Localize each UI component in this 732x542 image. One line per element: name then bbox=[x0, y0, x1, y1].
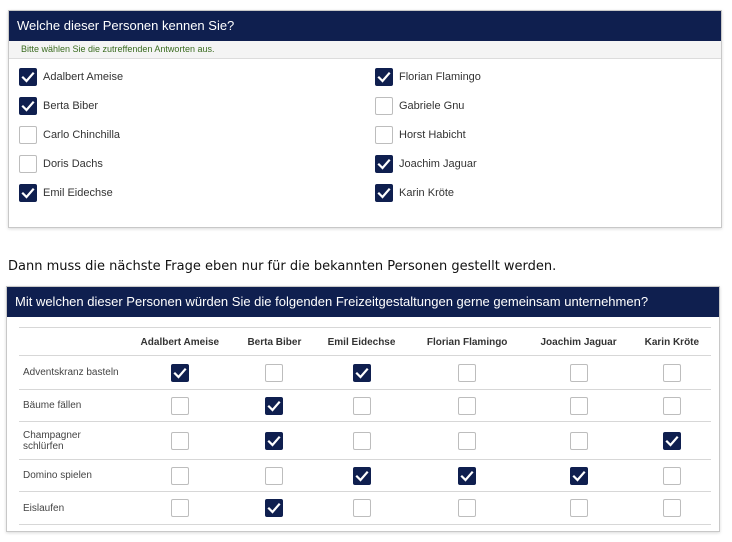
matrix-cell bbox=[410, 356, 524, 390]
option-label: Horst Habicht bbox=[399, 129, 466, 141]
matrix-checkbox[interactable] bbox=[171, 467, 189, 485]
matrix-cell bbox=[124, 356, 236, 390]
option-label: Doris Dachs bbox=[43, 158, 103, 170]
checkmark-icon bbox=[173, 366, 187, 380]
matrix-checkbox[interactable] bbox=[265, 467, 283, 485]
option-checkbox[interactable] bbox=[375, 97, 393, 115]
checkmark-icon bbox=[21, 70, 35, 84]
matrix-cell bbox=[124, 390, 236, 422]
checkmark-icon bbox=[377, 157, 391, 171]
matrix-cell bbox=[410, 390, 524, 422]
matrix-column-header: Adalbert Ameise bbox=[124, 329, 236, 356]
option-label: Berta Biber bbox=[43, 100, 99, 112]
matrix-checkbox[interactable] bbox=[353, 467, 371, 485]
matrix-checkbox[interactable] bbox=[570, 499, 588, 517]
matrix-checkbox[interactable] bbox=[663, 364, 681, 382]
option-label: Adalbert Ameise bbox=[43, 71, 124, 83]
matrix-column-header: Florian Flamingo bbox=[410, 329, 524, 356]
matrix-column-header: Emil Eidechse bbox=[313, 329, 410, 356]
checkmark-icon bbox=[377, 186, 391, 200]
question-title: Welche dieser Personen kennen Sie? bbox=[9, 11, 721, 41]
checkmark-icon bbox=[267, 399, 281, 413]
matrix-cell bbox=[410, 422, 524, 460]
option-item[interactable] bbox=[375, 182, 454, 204]
option-checkbox[interactable] bbox=[19, 68, 37, 86]
matrix-checkbox[interactable] bbox=[171, 432, 189, 450]
matrix-cell bbox=[236, 492, 314, 525]
option-label: Joachim Jaguar bbox=[399, 158, 477, 170]
option-item[interactable] bbox=[19, 95, 98, 117]
matrix-body bbox=[19, 356, 711, 525]
option-item[interactable] bbox=[375, 95, 464, 117]
option-item[interactable] bbox=[375, 153, 477, 175]
matrix-cell bbox=[410, 460, 524, 492]
matrix-checkbox[interactable] bbox=[353, 397, 371, 415]
matrix-checkbox[interactable] bbox=[353, 364, 371, 382]
matrix-cell bbox=[236, 390, 314, 422]
matrix-checkbox[interactable] bbox=[458, 364, 476, 382]
matrix-cell bbox=[524, 422, 632, 460]
matrix-checkbox[interactable] bbox=[663, 499, 681, 517]
option-item[interactable] bbox=[19, 153, 103, 175]
option-item[interactable] bbox=[19, 66, 123, 88]
matrix-checkbox[interactable] bbox=[570, 432, 588, 450]
matrix-checkbox[interactable] bbox=[458, 432, 476, 450]
matrix-cell bbox=[524, 460, 632, 492]
option-label: Florian Flamingo bbox=[399, 71, 481, 83]
option-label: Gabriele Gnu bbox=[399, 100, 465, 112]
explanation-text: Dann muss die nächste Frage eben nur für die bekannten Personen gestellt werden. bbox=[8, 259, 557, 274]
matrix-checkbox[interactable] bbox=[663, 397, 681, 415]
matrix-column-header: Berta Biber bbox=[236, 329, 314, 356]
matrix-cell bbox=[524, 390, 632, 422]
question-title: Mit welchen dieser Personen würden Sie die folgenden Freizeitgestaltungen gerne gemeinsam unternehmen? bbox=[7, 287, 719, 317]
option-item[interactable] bbox=[19, 182, 113, 204]
checkmark-icon bbox=[377, 70, 391, 84]
matrix-checkbox[interactable] bbox=[353, 499, 371, 517]
matrix-checkbox[interactable] bbox=[570, 467, 588, 485]
matrix-cell bbox=[313, 460, 410, 492]
matrix-checkbox[interactable] bbox=[171, 364, 189, 382]
matrix-table bbox=[19, 329, 711, 525]
matrix-cell bbox=[236, 356, 314, 390]
matrix-checkbox[interactable] bbox=[353, 432, 371, 450]
matrix-row-label: Champagner schlürfen bbox=[19, 422, 124, 460]
option-checkbox[interactable] bbox=[19, 97, 37, 115]
matrix-cell bbox=[313, 492, 410, 525]
matrix-corner bbox=[19, 329, 124, 356]
matrix-checkbox[interactable] bbox=[663, 432, 681, 450]
matrix-row-label: Domino spielen bbox=[19, 460, 124, 492]
question-hint: Bitte wählen Sie die zutreffenden Antworten aus. bbox=[9, 41, 721, 59]
table-top-border bbox=[19, 327, 711, 328]
matrix-cell bbox=[633, 390, 711, 422]
checkmark-icon bbox=[21, 186, 35, 200]
matrix-checkbox[interactable] bbox=[458, 397, 476, 415]
matrix-row-label: Bäume fällen bbox=[19, 390, 124, 422]
matrix-checkbox[interactable] bbox=[265, 499, 283, 517]
matrix-column-header: Joachim Jaguar bbox=[524, 329, 632, 356]
option-checkbox[interactable] bbox=[19, 184, 37, 202]
matrix-checkbox[interactable] bbox=[171, 499, 189, 517]
checkmark-icon bbox=[267, 501, 281, 515]
checkmark-icon bbox=[572, 469, 586, 483]
matrix-cell bbox=[236, 422, 314, 460]
matrix-cell bbox=[313, 422, 410, 460]
option-checkbox[interactable] bbox=[375, 68, 393, 86]
matrix-cell bbox=[633, 422, 711, 460]
matrix-column-header: Karin Kröte bbox=[633, 329, 711, 356]
matrix-cell bbox=[633, 492, 711, 525]
matrix-cell bbox=[410, 492, 524, 525]
matrix-checkbox[interactable] bbox=[265, 364, 283, 382]
matrix-header-row bbox=[19, 329, 711, 356]
matrix-cell bbox=[236, 460, 314, 492]
matrix-cell bbox=[633, 356, 711, 390]
matrix-cell bbox=[124, 460, 236, 492]
option-checkbox[interactable] bbox=[375, 126, 393, 144]
option-label: Emil Eidechse bbox=[43, 187, 113, 199]
matrix-row bbox=[19, 356, 711, 390]
matrix-checkbox[interactable] bbox=[458, 467, 476, 485]
checkmark-icon bbox=[267, 434, 281, 448]
matrix-row bbox=[19, 422, 711, 460]
matrix-cell bbox=[313, 390, 410, 422]
matrix-checkbox[interactable] bbox=[458, 499, 476, 517]
checkmark-icon bbox=[355, 469, 369, 483]
matrix-cell bbox=[124, 492, 236, 525]
option-item[interactable] bbox=[375, 66, 481, 88]
option-checkbox[interactable] bbox=[375, 155, 393, 173]
matrix-cell bbox=[124, 422, 236, 460]
matrix-row bbox=[19, 492, 711, 525]
matrix-checkbox[interactable] bbox=[570, 364, 588, 382]
option-checkbox[interactable] bbox=[19, 155, 37, 173]
matrix-checkbox[interactable] bbox=[265, 432, 283, 450]
matrix-row-label: Eislaufen bbox=[19, 492, 124, 525]
matrix-cell bbox=[313, 356, 410, 390]
matrix-row bbox=[19, 460, 711, 492]
matrix-checkbox[interactable] bbox=[171, 397, 189, 415]
matrix-cell bbox=[524, 492, 632, 525]
matrix-row bbox=[19, 390, 711, 422]
checkmark-icon bbox=[355, 366, 369, 380]
option-label: Karin Kröte bbox=[399, 187, 455, 199]
option-checkbox[interactable] bbox=[19, 126, 37, 144]
checkmark-icon bbox=[21, 99, 35, 113]
checkmark-icon bbox=[665, 434, 679, 448]
matrix-cell bbox=[633, 460, 711, 492]
option-item[interactable] bbox=[19, 124, 120, 146]
question-known-persons bbox=[8, 10, 722, 228]
checkmark-icon bbox=[460, 469, 474, 483]
matrix-checkbox[interactable] bbox=[570, 397, 588, 415]
question-leisure-matrix bbox=[6, 286, 720, 532]
matrix-checkbox[interactable] bbox=[663, 467, 681, 485]
option-item[interactable] bbox=[375, 124, 466, 146]
matrix-checkbox[interactable] bbox=[265, 397, 283, 415]
matrix-cell bbox=[524, 356, 632, 390]
option-label: Carlo Chinchilla bbox=[43, 129, 121, 141]
matrix-row-label: Adventskranz basteln bbox=[19, 356, 124, 390]
option-checkbox[interactable] bbox=[375, 184, 393, 202]
